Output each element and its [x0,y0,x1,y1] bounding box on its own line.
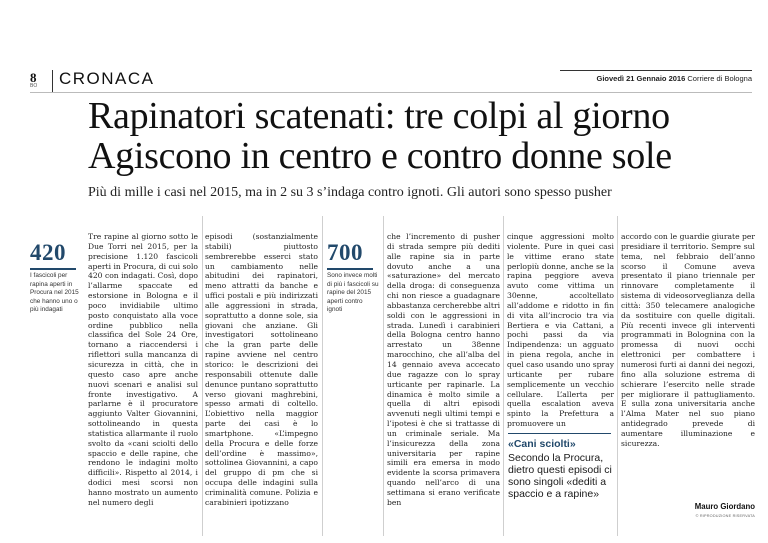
section-divider [52,70,53,92]
article-column-1: Tre rapine al giorno sotto le Due Torri nel 2015, per la precisione 1.120 fascicoli aperti in Procura, di cui solo 420 con indagati. Così, dopo l’allarme spaccate ed estorsione in Bologna e il poco invidiabile ultimo posto conquistato alla voce ordine pubblico nella classifica del Sole 24 Ore, tornano a riaccendersi i riflettori sulla mancanza di sicurezza in città, che in questo caso apre anche nuovi scenari e analisi sul fronte investigativo. A parlarne è il procuratore aggiunto Valter Giovannini, sottolineando in questa statistica allarmante il ruolo svolto da «cani sciolti dello spaccio e delle rapine, che rendono le indagini molto difficili». Rispetto al 2014, i dodici mesi scorsi non hanno mostrato un aumento nel numero degli [88,232,198,507]
issue-date: Giovedì 21 Gennaio 2016 [596,74,686,83]
header-top-rule [560,70,752,71]
headline-line-1: Rapinatori scatenati: tre colpi al giorno [88,95,670,137]
page-code: BO [30,83,38,89]
stat-value-ignoti: 700 [327,240,363,265]
article-column-5: accordo con le guardie giurate per presidiare il territorio. Sempre sul tema, nel febbraio dell’anno scorso il Comune aveva presentato il piano triennale per rinnovare completamente il sistema di videosorveglianza della città: 350 telecamere analogiche da sostituire con quelle digitali. Più recenti invece gli interventi programmati in Bolognina con la promessa di nuovi occhi elettronici per combattere i numerosi furti ai danni dei negozi, fino alla soluzione estrema di schierare l’esercito nelle strade per migliorare il pattugliamento. E sulla zona universitaria anche l’Alma Mater nel suo piano antidegrado prevede di aumentare illuminazione e sicurezza. [621,232,755,448]
stat-caption-ignoti: Sono invece molti di più i fascicoli su rapine del 2015 aperti contro ignoti [327,272,379,313]
article-column-2: episodi (sostanzialmente stabili) piuttosto sembrerebbe esserci stato un cambiamento nelle abitudini dei rapinatori, meno attratti da banche e uffici postali e più indirizzati alle aggressioni in strada, soprattutto a donne sole, sia giovani che anziane. Gli investigatori sottolineano che la gran parte delle rapine avviene nel centro storico: le descrizioni dei responsabili ottenute dalle denunce puntano soprattutto verso giovani maghrebini, spesso armati di coltello. L’obiettivo nella maggior parte dei casi è lo smartphone. «L’impegno della Procura e delle forze dell’ordine è massimo», sottolinea Giovannini, a capo del gruppo di pm che si occupa delle indagini sulla criminalità comune. Polizia e carabinieri ipotizzano [205,232,318,507]
column-separator [383,216,384,536]
author-byline: Mauro Giordano [694,502,755,511]
copyright-note: © RIPRODUZIONE RISERVATA [695,514,755,518]
column-separator [202,216,203,536]
column-separator [503,216,504,536]
article-column-4: cinque aggressioni molto violente. Pure in quei casi le vittime erano state perlopiù donne, anche se la rapina peggiore aveva avuto come vittima un 30enne, accoltellato all’addome e ridotto in fin di vita all’incrocio tra via Bertiera e via Cattani, a pochi passi da via Indipendenza: un agguato in piena regola, anche in quel caso usando uno spray urticante per rubare semplicemente un vecchio cellulare. L’allerta per quella escalation aveva spinto la Prefettura a promuovere un [507,232,614,429]
header-rule [30,92,752,93]
section-title: CRONACA [59,69,155,88]
column-separator [322,216,323,536]
stat-underline [30,268,76,270]
article-column-3: che l’incremento di pusher di strada sempre più dediti alle rapine sia in parte dovuto anche a una «saturazione» del mercato della droga: di conseguenza chi non riesce a guadagnare abbastanza cercherebbe altri soldi con le aggressioni in strada. Lunedì i carabinieri della Bologna centro hanno arrestato un 38enne marocchino, che all’alba del 14 gennaio aveva accecato due ragazze con lo spray urticante per rapinarle. La dinamica è molto simile a quella di altri episodi avvenuti negli ultimi tempi e l’ipotesi è che si trattasse di un criminale seriale. Ma l’insicurezza della zona universitaria per rapine simili era emersa in modo evidente la scorsa primavera quando nell’arco di una settimana si erano verificate ben [387,232,500,507]
pull-quote [508,438,613,500]
pull-quote-text: Secondo la Procura, dietro questi episodi ci sono singoli «dediti a spaccio e a rapine» [508,452,612,500]
stat-underline [327,268,373,270]
stat-value-indagati: 420 [30,240,66,265]
page-number: 8 [30,70,37,85]
subheadline: Più di mille i casi nel 2015, ma in 2 su 3 s’indaga contro ignoti. Gli autori sono spesso pusher [88,185,612,200]
headline [88,96,672,176]
headline-line-2: Agiscono in centro e contro donne sole [88,135,672,177]
pull-quote-title: «Cani sciolti» [508,438,576,450]
dateline [596,74,752,83]
pull-quote-rule [508,433,611,434]
stat-caption-indagati: I fascicoli per rapina aperti in Procura nel 2015 che hanno uno o più indagati [30,272,79,313]
newspaper-name: Corriere di Bologna [687,74,752,83]
column-separator [617,216,618,536]
